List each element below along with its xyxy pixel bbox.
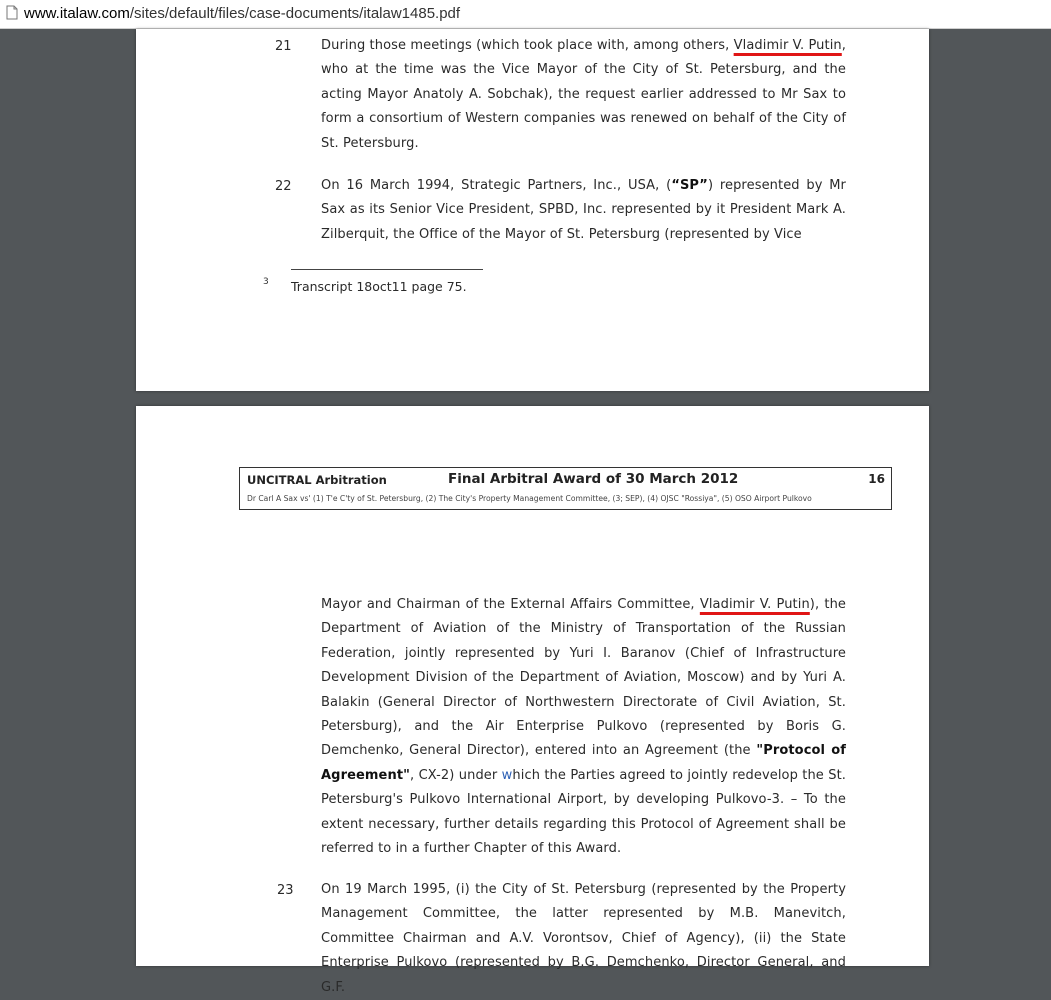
paragraph-number-23: 23 xyxy=(277,883,294,898)
footnote-separator xyxy=(291,269,483,270)
page-header xyxy=(239,467,892,510)
paragraph-22: On 16 March 1994, Strategic Partners, Inc., USA, (“SP”) represented by Mr Sax as its Senior Vice President, SPBD, Inc. represented by it President Mark A. Zilberquit, the Office of the Mayor of St. Petersburg (represented by Vice xyxy=(321,178,846,242)
paragraph-21: During those meetings (which took place with, among others, Vladimir V. Putin, who at the time was the Vice Mayor of the City of St. Petersburg, and the acting Mayor Anatoly A. Sobchak), the request earlier addressed to Mr Sax to form a consortium of Western companies was renewed on behalf of the City of St. Petersburg. xyxy=(321,38,847,151)
highlighted-name: Vladimir V. Putin xyxy=(733,38,842,53)
url-path: /sites/default/files/case-documents/italaw1485.pdf xyxy=(129,5,461,22)
highlighted-name: Vladimir V. Putin xyxy=(699,597,810,612)
pdf-page-16 xyxy=(136,406,929,995)
sp-abbreviation: “SP” xyxy=(671,178,708,193)
paragraph-number-22: 22 xyxy=(275,179,292,194)
header-title: Final Arbitral Award of 30 March 2012 xyxy=(448,471,739,487)
paragraph-22-continued: Mayor and Chairman of the External Affairs Committee, Vladimir V. Putin), the Department of Aviation of the Ministry of Transportation of the Russian Federation, jointly represented by Yuri I. Baranov (Chief of Infrastructure Development Division of the Department of Aviation, Moscow) and by Yuri A. Balakin (General Director of Northwestern Directorate of Civil Aviation, St. Petersburg), and the Air Enterprise Pulkovo (represented by Boris G. Demchenko, General Director), entered into an Agreement (the "Protocol of Agreement", CX-2) under which the Parties agreed to jointly redevelop the St. Petersburg's Pulkovo International Airport, by developing Pulkovo-3. – To the extent necessary, further details regarding this Protocol of Agreement shall be referred to in a further Chapter of this Award. xyxy=(321,597,847,857)
page-number: 16 xyxy=(868,472,885,486)
protocol-term: "Protocol of Agreement" xyxy=(321,743,846,783)
paragraph-number-21: 21 xyxy=(275,39,292,54)
pdf-page-15 xyxy=(136,29,929,391)
header-parties: Dr Carl A Sax vs' (1) T'e C'ty of St. Petersburg, (2) The City's Property Management Committee, (3; SEP), (4) OJSC "Rossiya", (5) OSO Airport Pulkovo xyxy=(247,494,812,503)
header-left: UNCITRAL Arbitration xyxy=(247,473,387,487)
url-domain: www.italaw.com xyxy=(24,5,130,22)
footnote-mark: 3 xyxy=(263,277,269,287)
address-bar[interactable] xyxy=(0,0,1051,29)
document-icon xyxy=(6,5,18,20)
footnote-text: Transcript 18oct11 page 75. xyxy=(291,279,467,294)
url-text[interactable] xyxy=(24,5,460,22)
paragraph-23: On 19 March 1995, (i) the City of St. Petersburg (represented by the Property Management Committee, the latter represented by M.B. Manevitch, Committee Chairman and A.V. Vorontsov, Chief of Agency), (ii) the State Enterprise Pulkovo (represented by B.G. Demchenko, Director General, and G.F. xyxy=(321,882,846,995)
